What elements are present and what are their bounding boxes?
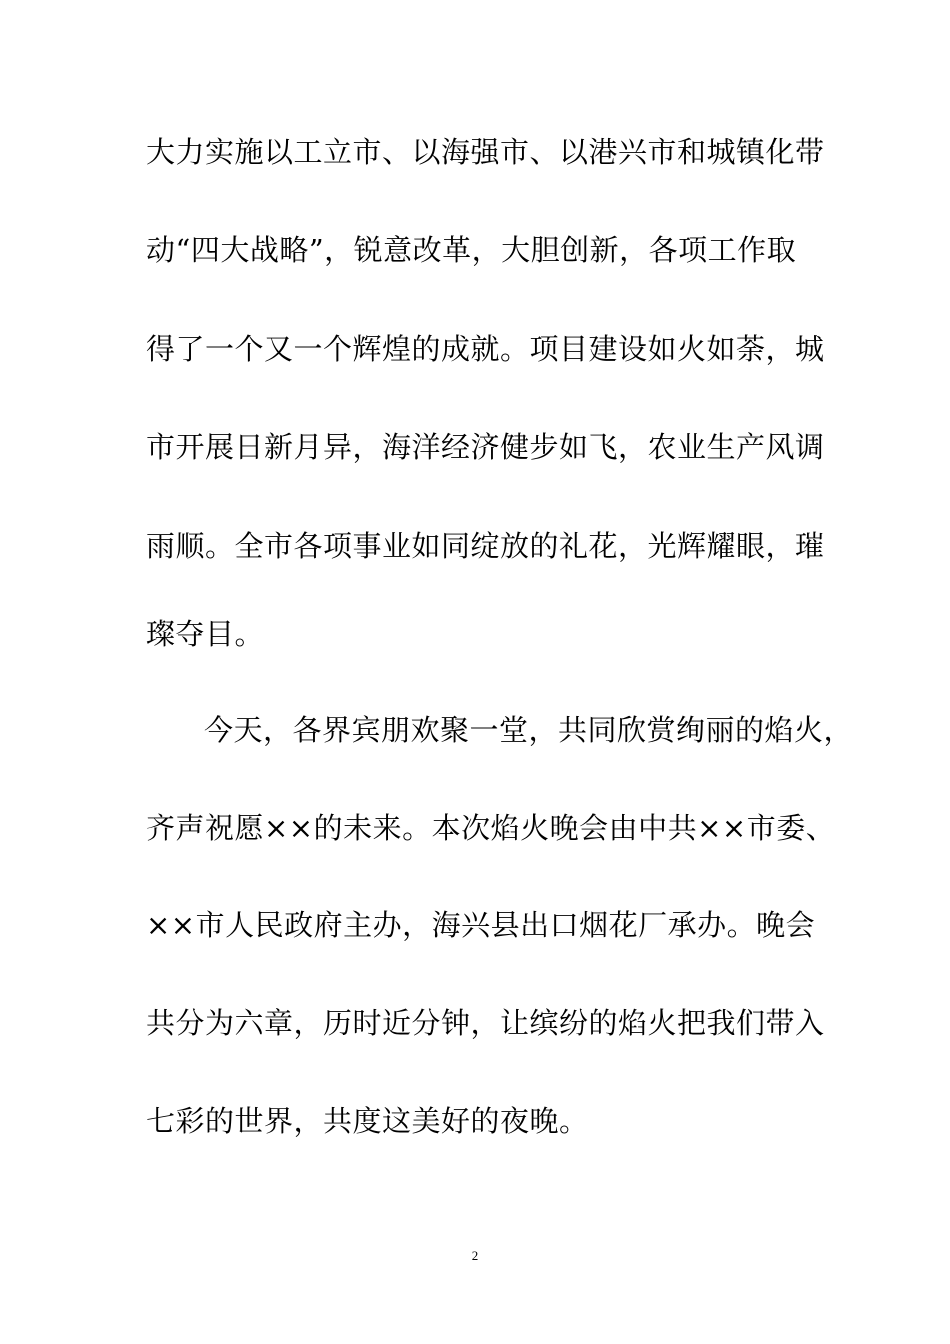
- paragraph-1-line-4: 市开展日新月异，海洋经济健步如飞，农业生产风调: [146, 430, 825, 464]
- paragraph-1-line-6: 璨夺目。: [146, 617, 265, 651]
- paragraph-2-line-2: 齐声祝愿××的未来。本次焰火晚会由中共××市委、: [146, 811, 836, 845]
- paragraph-1-line-2: 动“四大战略”，锐意改革，大胆创新，各项工作取: [146, 233, 797, 267]
- paragraph-2-line-3: ××市人民政府主办，海兴县出口烟花厂承办。晚会: [146, 908, 816, 942]
- paragraph-1-line-5: 雨顺。全市各项事业如同绽放的礼花，光辉耀眼，璀: [146, 529, 825, 563]
- page-number: 2: [471, 1248, 479, 1263]
- paragraph-1-line-1: 大力实施以工立市、以海强市、以港兴市和城镇化带: [146, 135, 825, 169]
- paragraph-2-line-1: 今天，各界宾朋欢聚一堂，共同欣赏绚丽的焰火，: [204, 713, 854, 747]
- paragraph-1-line-3: 得了一个又一个辉煌的成就。项目建设如火如荼，城: [146, 332, 825, 366]
- paragraph-2-line-4: 共分为六章，历时近分钟，让缤纷的焰火把我们带入: [146, 1006, 825, 1040]
- paragraph-2-line-5: 七彩的世界，共度这美好的夜晚。: [146, 1104, 589, 1138]
